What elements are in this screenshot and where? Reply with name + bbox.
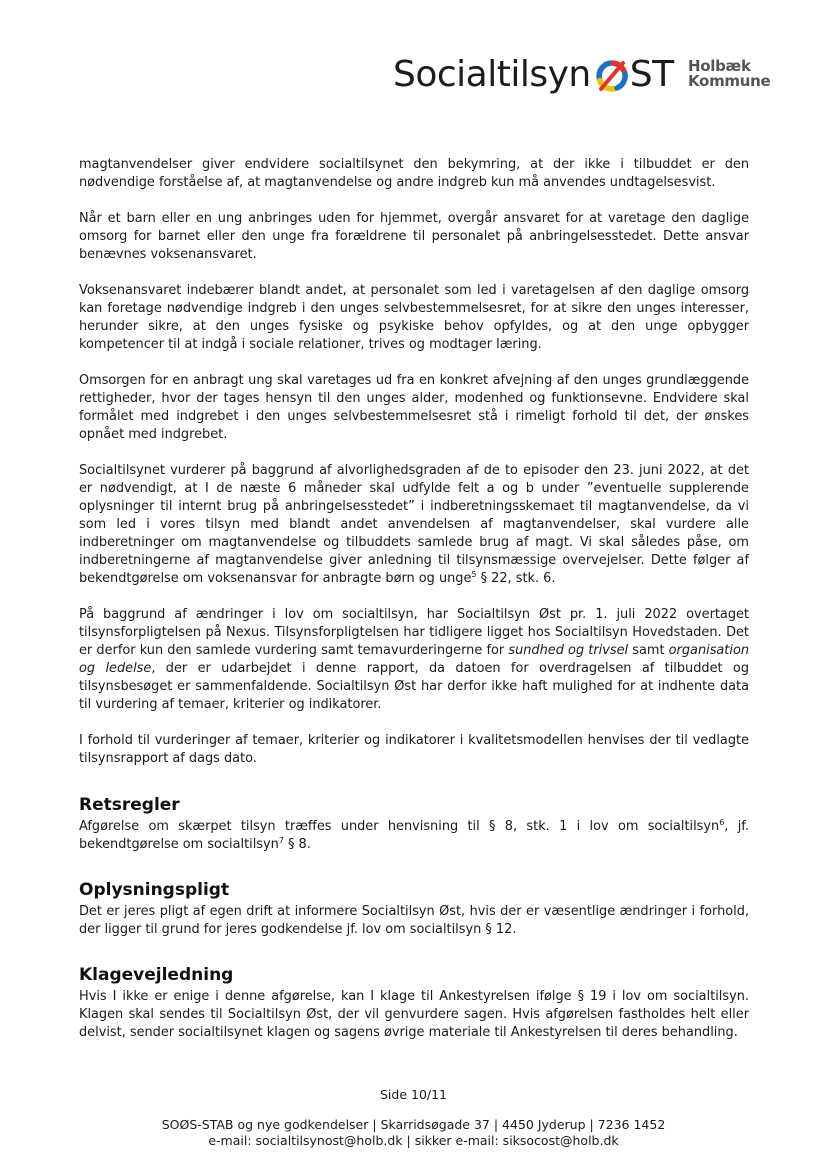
footnote-ref-6: 6: [719, 818, 725, 827]
footnote-ref-7: 7: [278, 836, 284, 845]
kommune-line-1: Holbæk: [688, 57, 751, 75]
holbaek-kommune-logo: [688, 59, 770, 89]
section-title-klagevejledning: Klagevejledning: [79, 965, 234, 985]
paragraph-5: [79, 462, 749, 588]
retsregler-text-c: § 8.: [283, 837, 311, 852]
footer-address: SOØS-STAB og nye godkendelser | Skarridsøgade 37 | 4450 Jyderup | 7236 1452: [161, 1117, 666, 1132]
page-header: [0, 0, 827, 120]
socialtilsyn-ost-logo: [393, 50, 674, 106]
page-footer: [0, 1117, 827, 1149]
paragraph-6-emphasis-2: organisation og ledelse: [79, 643, 749, 676]
kommune-line-2: Kommune: [688, 72, 771, 90]
paragraph-6-emphasis-1: sundhed og trivsel: [508, 643, 629, 658]
paragraph-6: [79, 606, 749, 714]
logo-text-right: ST: [629, 54, 674, 95]
paragraph-4: Omsorgen for en anbragt ung skal varetages ud fra en konkret afvejning af den unges grundlæggende rettigheder, hvor der tages hensyn til den unges alder, modenhed og funktionsevne. Endvidere skal formålet med indgrebet i den unges selvbestemmelsesret stå i rimeligt forhold til det, der ønskes opnået med indgrebet.: [79, 373, 749, 442]
footnote-ref-5: 5: [471, 570, 477, 579]
paragraph-3: Voksenansvaret indebærer blandt andet, at personalet som led i varetagelsen af den daglige omsorg kan foretage nødvendige indgreb i den unges selvbestemmelsesret, for at sikre den unges interesser, herunder sikre, at den unges fysiske og psykiske behov opfyldes, og at den unge opbygger kompetencer til at indgå i sociale relationer, trives og modtager læring.: [79, 283, 749, 352]
footer-email: e-mail: socialtilsynost@holb.dk | sikker e-mail: siksocost@holb.dk: [208, 1133, 619, 1148]
paragraph-6-text-c: , der er udarbejdet i denne rapport, da datoen for overdragelsen af tilbuddet og tilsynsbesøget er sammenfaldende. Socialtilsyn Øst har derfor ikke haft mulighed for at indhente data til vurdering af temaer, kriterier og indikatorer.: [79, 661, 749, 712]
paragraph-5-text-b: § 22, stk. 6.: [476, 571, 556, 586]
retsregler-text-a: Afgørelse om skærpet tilsyn træffes under henvisning til § 8, stk. 1 i lov om socialtilsyn: [79, 819, 720, 834]
paragraph-1: magtanvendelser giver endvidere socialtilsynet den bekymring, at der ikke i tilbuddet er den nødvendige forståelse af, at magtanvendelse og andre indgreb kun må anvendes undtagelsesvist.: [79, 157, 749, 190]
paragraph-5-text-a: Socialtilsynet vurderer på baggrund af alvorlighedsgraden af de to episoder den 23. juni 2022, at det er nødvendigt, at I de næste 6 måneder skal udfylde felt a og b under ”eventuelle supplerende oplysninger til internt brug på anbringelsesstedet” i indberetningsskemaet til magtanvendelse, da vi som led i vores tilsyn med blandt andet anvendelsen af magtanvendelser, skal vurdere alle indberetninger om magtanvendelse og tilbuddets samlede brug af magt. Vi skal således påse, om indberetningerne af magtanvendelse giver anledning til tilsynsmæssige overvejelser. Dette følger af bekendtgørelse om voksenansvar for anbragte børn og unge: [79, 463, 749, 586]
document-body: [79, 156, 749, 1042]
oplysningspligt-text: Det er jeres pligt af egen drift at informere Socialtilsyn Øst, hvis der er væsentlige ændringer i forhold, der ligger til grund for jeres godkendelse jf. lov om socialtilsyn § 12.: [79, 904, 749, 937]
retsregler-text: [79, 818, 749, 854]
paragraph-2: Når et barn eller en ung anbringes uden for hjemmet, overgår ansvaret for at varetage den daglige omsorg for barnet eller den unge fra forældrene til personalet på anbringelsesstedet. Dette ansvar benævnes voksenansvaret.: [79, 211, 749, 262]
ost-logo-mark-icon: [595, 56, 629, 106]
paragraph-6-text-b: samt: [628, 643, 669, 658]
page-number: Side 10/11: [379, 1087, 448, 1102]
logo-text-left: Socialtilsyn: [393, 54, 591, 95]
section-title-retsregler: Retsregler: [79, 795, 180, 815]
retsregler-text-b: , jf. bekendtgørelse om socialtilsyn: [79, 819, 749, 852]
klagevejledning-text: Hvis I ikke er enige i denne afgørelse, kan I klage til Ankestyrelsen ifølge § 19 i lov om socialtilsyn. Klagen skal sendes til Socialtilsyn Øst, der vil genvurdere sagen. Hvis afgørelsen fastholdes helt eller delvist, sender socialtilsynet klagen og sagens øvrige materiale til Ankestyrelsen til deres behandling.: [79, 989, 749, 1040]
paragraph-6-text-a: På baggrund af ændringer i lov om socialtilsyn, har Socialtilsyn Øst pr. 1. juli 2022 overtaget tilsynsforpligtelsen på Nexus. Tilsynsforpligtelsen har tidligere ligget hos Socialtilsyn Hovedstaden. Det er derfor kun den samlede vurdering samt temavurderingerne for: [79, 607, 749, 658]
section-title-oplysningspligt: Oplysningspligt: [79, 880, 230, 900]
paragraph-7: I forhold til vurderinger af temaer, kriterier og indikatorer i kvalitetsmodellen henvises der til vedlagte tilsynsrapport af dags dato.: [79, 733, 749, 766]
